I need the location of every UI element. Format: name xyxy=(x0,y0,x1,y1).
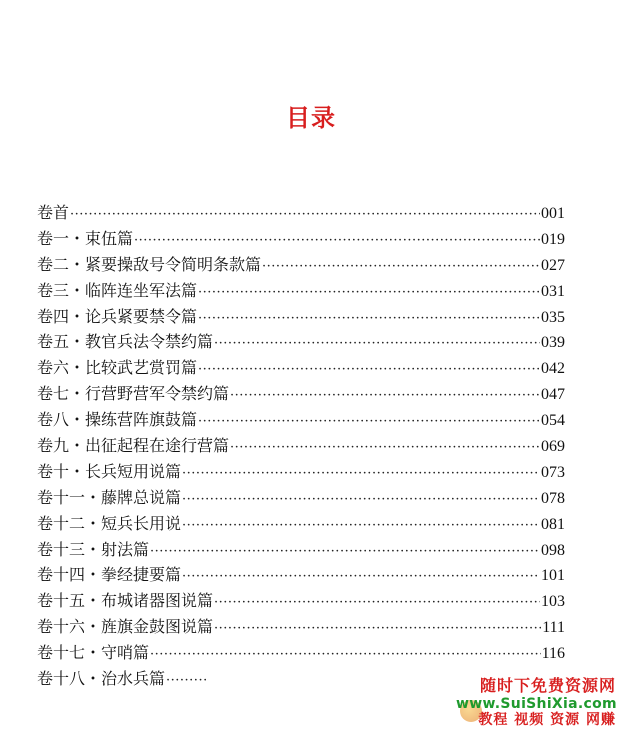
toc-dot-leader xyxy=(150,642,541,668)
toc-dot-leader xyxy=(214,590,540,616)
toc-dot-leader xyxy=(182,461,540,487)
toc-entry[interactable] xyxy=(37,485,565,511)
toc-entry[interactable] xyxy=(37,304,565,330)
toc-entry-page: 081 xyxy=(541,515,565,533)
toc-entry-label: 卷二・紧要操敌号令简明条款篇 xyxy=(37,254,262,274)
toc-entry-label: 卷三・临阵连坐军法篇 xyxy=(37,280,198,300)
toc-dot-leader xyxy=(166,668,206,694)
toc-entry[interactable] xyxy=(37,355,565,381)
toc-entry[interactable] xyxy=(37,640,565,666)
toc-dot-leader xyxy=(70,202,540,228)
toc-dot-leader xyxy=(198,280,540,306)
toc-entry-page: 098 xyxy=(541,541,565,559)
page-title: 目录 xyxy=(286,104,336,132)
toc-entry-label: 卷十一・藤牌总说篇 xyxy=(37,487,182,507)
toc-entry-page: 101 xyxy=(541,567,565,585)
toc-entry[interactable] xyxy=(37,588,565,614)
table-of-contents xyxy=(37,200,565,692)
toc-entry-label: 卷七・行营野营军令禁约篇 xyxy=(37,384,230,404)
toc-entry[interactable] xyxy=(37,381,565,407)
toc-entry[interactable] xyxy=(37,278,565,304)
watermark-url: www.SuiShiXia.com xyxy=(456,695,617,712)
toc-entry-page: 073 xyxy=(541,463,565,481)
toc-entry-page: 078 xyxy=(541,489,565,507)
toc-entry[interactable] xyxy=(37,666,207,692)
toc-entry-page: 042 xyxy=(541,360,565,378)
toc-dot-leader xyxy=(150,539,540,565)
toc-dot-leader xyxy=(182,564,540,590)
toc-entry[interactable] xyxy=(37,329,565,355)
toc-entry-page: 001 xyxy=(541,205,565,222)
toc-entry-label: 卷十八・治水兵篇 xyxy=(37,669,166,689)
toc-entry[interactable] xyxy=(37,226,565,252)
toc-entry[interactable] xyxy=(37,407,565,433)
toc-entry-label: 卷首 xyxy=(37,203,70,222)
toc-entry-page: 019 xyxy=(541,230,565,248)
toc-dot-leader xyxy=(134,228,540,254)
toc-entry[interactable] xyxy=(37,537,565,563)
toc-dot-leader xyxy=(230,435,540,461)
toc-dot-leader xyxy=(214,331,540,357)
toc-entry-page: 054 xyxy=(541,412,565,430)
toc-dot-leader xyxy=(182,487,540,513)
toc-entry-page: 027 xyxy=(541,256,565,274)
toc-entry[interactable] xyxy=(37,562,565,588)
toc-entry-page: 103 xyxy=(541,593,565,611)
toc-entry-label: 卷十五・布城诸器图说篇 xyxy=(37,591,214,611)
toc-entry-label: 卷四・论兵紧要禁令篇 xyxy=(37,306,198,326)
toc-entry-label: 卷一・束伍篇 xyxy=(37,228,134,248)
toc-entry-page: 116 xyxy=(541,645,565,663)
watermark-site-name: 随时下免费资源网 xyxy=(479,676,616,696)
toc-entry-label: 卷九・出征起程在途行营篇 xyxy=(37,436,230,456)
toc-entry-label: 卷十・长兵短用说篇 xyxy=(37,461,182,481)
toc-entry[interactable] xyxy=(37,614,565,640)
toc-dot-leader xyxy=(182,513,540,539)
toc-entry-label: 卷十七・守哨篇 xyxy=(37,643,150,663)
toc-entry[interactable] xyxy=(37,459,565,485)
toc-entry[interactable] xyxy=(37,433,565,459)
toc-dot-leader xyxy=(230,383,540,409)
toc-dot-leader xyxy=(262,254,540,280)
toc-entry[interactable] xyxy=(37,200,565,226)
toc-entry-page: 035 xyxy=(541,308,565,326)
toc-entry-page: 039 xyxy=(541,334,565,352)
toc-entry-label: 卷十六・旌旗金鼓图说篇 xyxy=(37,617,214,637)
toc-entry-page: 047 xyxy=(541,386,565,404)
toc-entry-label: 卷十四・拳经捷要篇 xyxy=(37,565,182,585)
toc-entry-label: 卷十三・射法篇 xyxy=(37,539,150,559)
toc-entry-page: 031 xyxy=(541,282,565,300)
toc-entry-label: 卷八・操练营阵旗鼓篇 xyxy=(37,410,198,430)
toc-entry[interactable] xyxy=(37,511,565,537)
toc-entry-label: 卷五・教官兵法令禁约篇 xyxy=(37,332,214,352)
toc-entry-label: 卷六・比较武艺赏罚篇 xyxy=(37,358,198,378)
toc-dot-leader xyxy=(198,357,540,383)
toc-entry-label: 卷十二・短兵长用说 xyxy=(37,513,182,533)
toc-dot-leader xyxy=(198,409,540,435)
toc-entry[interactable] xyxy=(37,252,565,278)
watermark xyxy=(456,677,616,728)
toc-entry-page: 069 xyxy=(541,438,565,456)
toc-dot-leader xyxy=(214,616,541,642)
toc-dot-leader xyxy=(198,306,540,332)
toc-entry-page: 111 xyxy=(542,619,565,637)
watermark-tagline: 教程 视频 资源 网赚 xyxy=(478,711,616,728)
